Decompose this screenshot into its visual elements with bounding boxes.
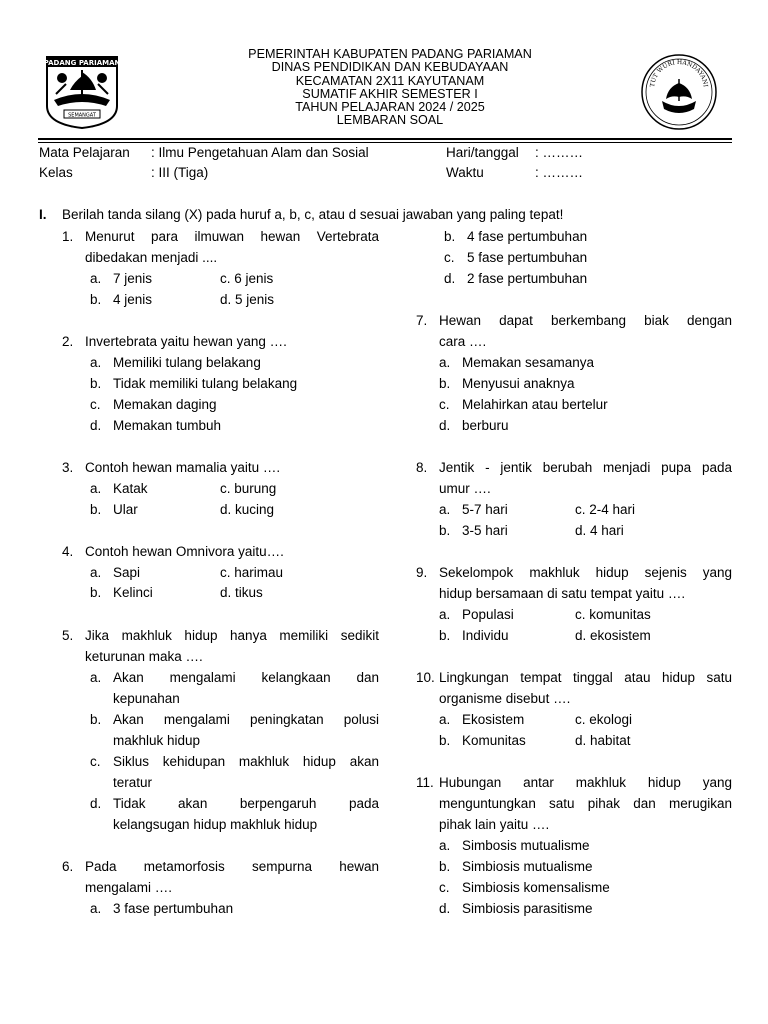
option-letter: c. (444, 250, 455, 265)
question-text: Lingkungan tempat tinggal atau hidup satu (439, 670, 732, 685)
option-d: d. ekosistem (575, 628, 651, 643)
header-rule-thin (38, 142, 732, 143)
question-text: umur …. (439, 481, 491, 496)
date-value: : ……… (535, 145, 584, 160)
question-text: Menurut para ilmuwan hewan Vertebrata (85, 229, 379, 244)
subject-value: : Ilmu Pengetahuan Alam dan Sosial (151, 145, 369, 160)
subject-label: Mata Pelajaran (39, 145, 130, 160)
option-letter: b. (90, 585, 102, 600)
letterhead-line: KECAMATAN 2X11 KAYUTANAM (295, 73, 485, 88)
question-number: 2. (62, 334, 74, 349)
option-a: Akan mengalami kelangkaan dan (113, 670, 379, 685)
option-a-cont: kepunahan (113, 691, 180, 706)
option-c-cont: teratur (113, 775, 153, 790)
option-b: Tidak memiliki tulang belakang (113, 376, 298, 391)
option-letter: d. (439, 901, 451, 916)
option-letter: b. (90, 376, 102, 391)
padang-pariaman-logo (44, 54, 120, 130)
svg-text:TUT WURI HANDAYANI: TUT WURI HANDAYANI (649, 58, 709, 88)
option-c: Siklus kehidupan makhluk hidup akan (113, 754, 379, 769)
option-letter: b. (439, 376, 451, 391)
option-letter: c. (90, 397, 101, 412)
letterhead (200, 48, 580, 128)
option-c: c. harimau (220, 565, 284, 580)
question-text: Jika makhluk hidup hanya memiliki sedikit (85, 628, 379, 643)
section-number: I. (39, 207, 47, 222)
option-letter: d. (439, 418, 451, 433)
question-number: 9. (416, 565, 428, 580)
option-letter: b. (444, 229, 456, 244)
option-b: 3-5 hari (462, 523, 508, 538)
question-text: Hubungan antar makhluk hidup yang (439, 775, 732, 790)
option-letter: a. (439, 502, 451, 517)
option-letter: a. (90, 271, 102, 286)
option-letter: a. (439, 355, 451, 370)
question-text: Jentik - jentik berubah menjadi pupa pada (439, 460, 732, 475)
question-number: 5. (62, 628, 74, 643)
option-c: Memakan daging (113, 397, 217, 412)
option-letter: a. (439, 838, 451, 853)
option-letter: d. (90, 796, 102, 811)
question-number: 1. (62, 229, 74, 244)
option-d: Tidak akan berpengaruh pada (113, 796, 379, 811)
question-text: keturunan maka …. (85, 649, 203, 664)
option-letter: a. (439, 712, 451, 727)
option-letter: c. (439, 397, 450, 412)
option-a: Simbosis mutualisme (462, 838, 590, 853)
question-number: 6. (62, 859, 74, 874)
option-letter: a. (90, 901, 102, 916)
option-letter: d. (444, 271, 456, 286)
option-b: Simbiosis mutualisme (462, 859, 593, 874)
question-text: hidup bersamaan di satu tempat yaitu …. (439, 586, 686, 601)
option-d: 2 fase pertumbuhan (467, 271, 588, 286)
option-d: d. kucing (220, 502, 275, 517)
option-a: Memakan sesamanya (462, 355, 595, 370)
option-letter: b. (439, 733, 451, 748)
question-text: Pada metamorfosis sempurna hewan (85, 859, 379, 874)
letterhead-line: TAHUN PELAJARAN 2024 / 2025 (295, 100, 485, 115)
time-value: : ……… (535, 165, 584, 180)
question-text: pihak lain yaitu …. (439, 817, 550, 832)
option-d: d. 5 jenis (220, 292, 275, 307)
option-letter: b. (439, 859, 451, 874)
class-value: : III (Tiga) (151, 165, 209, 180)
question-number: 3. (62, 460, 74, 475)
option-c: c. ekologi (575, 712, 633, 727)
option-c: c. burung (220, 481, 277, 496)
question-number: 7. (416, 313, 428, 328)
option-b-cont: makhluk hidup (113, 733, 201, 748)
question-text: cara …. (439, 334, 487, 349)
header-rule-thick (38, 138, 732, 140)
date-label: Hari/tanggal (446, 145, 519, 160)
option-a: Populasi (462, 607, 514, 622)
letterhead-line: PEMERINTAH KABUPATEN PADANG PARIAMAN (248, 47, 532, 61)
option-d: Memakan tumbuh (113, 418, 222, 433)
option-letter: a. (90, 355, 102, 370)
question-text: Contoh hewan Omnivora yaitu…. (85, 544, 284, 559)
option-letter: c. (90, 754, 101, 769)
option-letter: b. (90, 712, 102, 727)
option-d-cont: kelangsugan hidup makhluk hidup (113, 817, 318, 832)
letterhead-line: LEMBARAN SOAL (336, 113, 444, 128)
option-c: c. 6 jenis (220, 271, 274, 286)
option-letter: b. (439, 628, 451, 643)
question-text: Contoh hewan mamalia yaitu …. (85, 460, 281, 475)
option-a: 3 fase pertumbuhan (113, 901, 234, 916)
tut-wuri-handayani-logo (640, 53, 718, 131)
option-letter: d. (90, 418, 102, 433)
option-letter: a. (90, 565, 102, 580)
option-d: d. 4 hari (575, 523, 624, 538)
option-b: Kelinci (113, 585, 153, 600)
question-text: Hewan dapat berkembang biak dengan (439, 313, 732, 328)
option-d: Simbiosis parasitisme (462, 901, 593, 916)
option-a: Memiliki tulang belakang (113, 355, 261, 370)
time-label: Waktu (446, 165, 484, 180)
class-label: Kelas (39, 165, 73, 180)
question-text: menguntungkan satu pihak dan merugikan (439, 796, 732, 811)
letterhead-line: DINAS PENDIDIKAN DAN KEBUDAYAAN (271, 60, 509, 75)
option-a: Katak (113, 481, 148, 496)
question-number: 10. (416, 670, 435, 685)
question-text: Invertebrata yaitu hewan yang …. (85, 334, 287, 349)
question-text: dibedakan menjadi .... (85, 250, 218, 265)
option-d: d. habitat (575, 733, 631, 748)
question-number: 11. (416, 775, 434, 790)
option-b: 4 jenis (113, 292, 153, 307)
option-c: Simbiosis komensalisme (462, 880, 610, 895)
option-letter: a. (90, 670, 102, 685)
option-b: Menyusui anaknya (462, 376, 575, 391)
question-text: mengalami …. (85, 880, 173, 895)
option-letter: b. (439, 523, 451, 538)
question-number: 4. (62, 544, 74, 559)
option-a: 7 jenis (113, 271, 153, 286)
question-text: organisme disebut …. (439, 691, 571, 706)
svg-text:SEMANGAT: SEMANGAT (68, 112, 96, 119)
option-b: Ular (113, 502, 138, 517)
question-number: 8. (416, 460, 428, 475)
letterhead-line: SUMATIF AKHIR SEMESTER I (302, 86, 478, 101)
option-d: berburu (462, 418, 509, 433)
option-c: c. 2-4 hari (575, 502, 636, 517)
option-c: 5 fase pertumbuhan (467, 250, 588, 265)
option-letter: a. (439, 607, 451, 622)
option-a: Sapi (113, 565, 141, 580)
option-b: Individu (462, 628, 509, 643)
option-c: c. komunitas (575, 607, 651, 622)
option-d: d. tikus (220, 585, 263, 600)
option-b: Komunitas (462, 733, 526, 748)
option-letter: b. (90, 292, 102, 307)
option-a: 5-7 hari (462, 502, 508, 517)
question-text: Sekelompok makhluk hidup sejenis yang (439, 565, 732, 580)
option-a: Ekosistem (462, 712, 525, 727)
option-letter: c. (439, 880, 450, 895)
svg-text:PADANG PARIAMAN: PADANG PARIAMAN (44, 59, 120, 67)
option-b: Akan mengalami peningkatan polusi (113, 712, 379, 727)
option-letter: a. (90, 481, 102, 496)
option-letter: b. (90, 502, 102, 517)
option-b: 4 fase pertumbuhan (467, 229, 588, 244)
option-c: Melahirkan atau bertelur (462, 397, 608, 412)
section-instruction: Berilah tanda silang (X) pada huruf a, b, c, atau d sesuai jawaban yang paling tepat! (62, 207, 564, 222)
